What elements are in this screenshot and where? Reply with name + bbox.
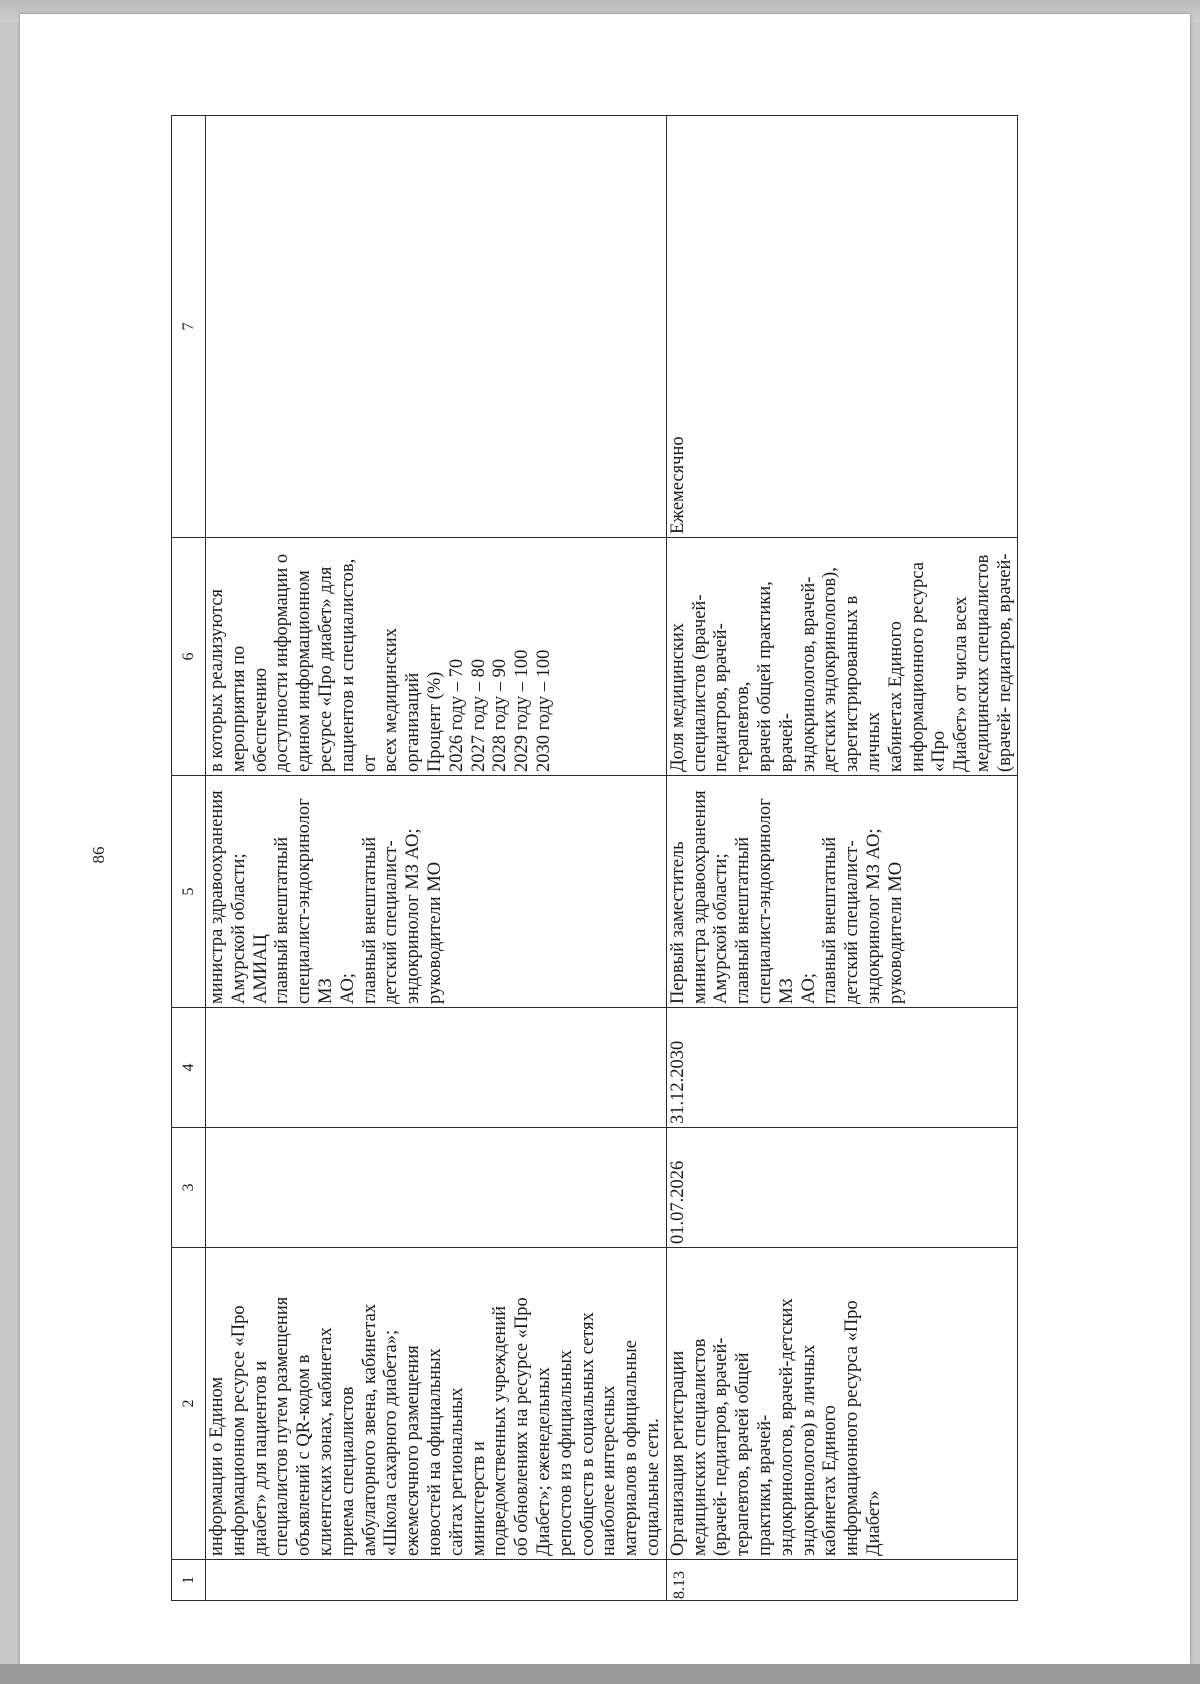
frequency: Ежемесячно — [666, 116, 1018, 538]
responsible-persons: Первый заместитель министра здравоохранения Амурской области; главный внештатный специалист-эндокринолог МЗ АО; главный внештатный детский специалист- эндокринолог МЗ АО; руководители МО — [666, 776, 1018, 1008]
table-header-row — [172, 116, 206, 1601]
event-description: Организация регистрации медицинских специалистов (врачей- педиатров, врачей- терапевтов, врачей общей практики, врачей- эндокринологов, врачей-детских эндокринологов) в личных кабинетах Единого информационного ресурса «Про Диабет» — [666, 1248, 1018, 1560]
header-col-6: 6 — [172, 538, 206, 776]
header-col-1: 1 — [172, 1560, 206, 1601]
scan-edge-bottom — [0, 1664, 1200, 1684]
page-number: 86 — [89, 846, 108, 864]
header-col-5: 5 — [172, 776, 206, 1008]
header-col-4: 4 — [172, 1008, 206, 1128]
header-col-3: 3 — [172, 1128, 206, 1248]
indicator: в которых реализуются мероприятия по обеспечению доступности информации о едином информационном ресурсе «Про диабет» для пациентов и специалистов, от всех медицинских организаций Процент (%) 2026 году – 70 2027 году – 80 2028 году – 90 2029 году – 100 2030 году – 100 — [206, 538, 667, 776]
table-row — [666, 116, 1018, 1601]
frequency — [206, 116, 667, 538]
table-row — [206, 116, 667, 1601]
header-col-2: 2 — [172, 1248, 206, 1560]
plan-table — [171, 115, 1018, 1601]
end-date — [206, 1008, 667, 1128]
indicator: Доля медицинских специалистов (врачей- педиатров, врачей- терапевтов, врачей общей практики, врачей- эндокринологов, врачей- детских эндокринологов), зарегистрированных в личных кабинетах Единого информационного ресурса «Про Диабет» от числа всех медицинских специалистов (врачей- педиатров, врачей- — [666, 538, 1018, 776]
header-col-7: 7 — [172, 116, 206, 538]
plan-table-rotated — [171, 125, 1015, 1601]
start-date: 01.07.2026 — [666, 1128, 1018, 1248]
end-date: 31.12.2030 — [666, 1008, 1018, 1128]
event-description: информации о Едином информационном ресурсе «Про диабет» для пациентов и специалистов путем размещения объявлений с QR-кодом в клиентских зонах, кабинетах приема специалистов амбулаторного звена, кабинетах «Школа сахарного диабета»; ежемесячного размещения новостей на официальных сайтах региональных министерств и подведомственных учреждений об обновлениях на ресурсе «Про Диабет»; еженедельных репостов из официальных сообществ в социальных сетях наиболее интересных материалов в официальные социальные сети. — [206, 1248, 667, 1560]
row-number: 8.13 — [666, 1560, 1018, 1601]
start-date — [206, 1128, 667, 1248]
row-number — [206, 1560, 667, 1601]
responsible-persons: министра здравоохранения Амурской области; АМИАЦ главный внештатный специалист-эндокринолог МЗ АО; главный внештатный детский специалист- эндокринолог МЗ АО; руководители МО — [206, 776, 667, 1008]
